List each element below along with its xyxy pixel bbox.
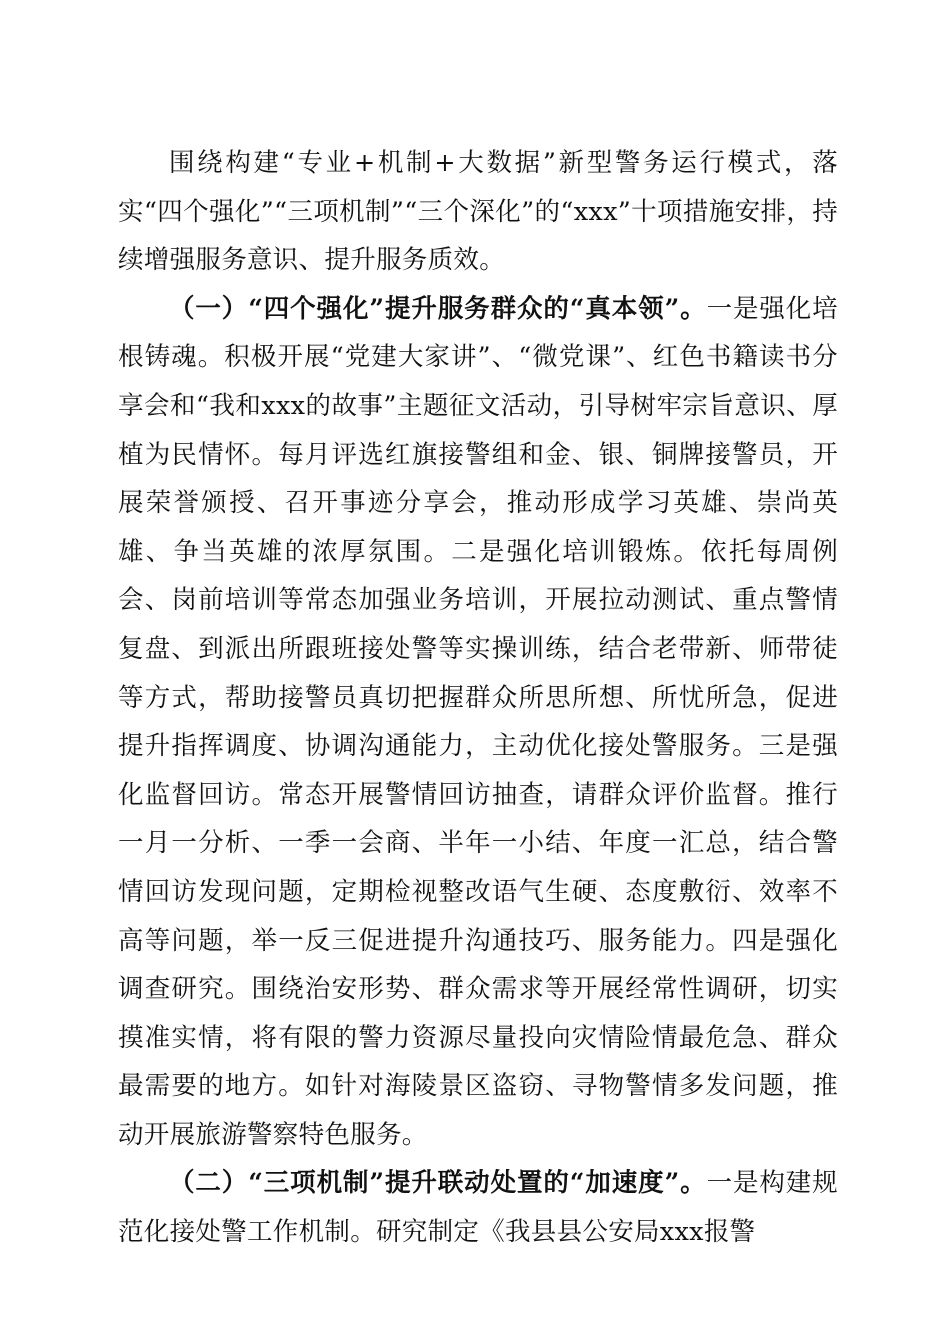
document-body: [118, 139, 838, 1257]
paragraph-section-2: [118, 1159, 838, 1256]
section-1-heading: （一）“四个强化”提升服务群众的“真本领”。: [169, 293, 707, 324]
paragraph-section-1: [118, 285, 838, 1160]
section-1-text: 一是强化培根铸魂。积极开展“党建大家讲”、“微党课”、红色书籍读书分享会和“我和xxx的故事”主题征文活动，引导树牢宗旨意识、厚植为民情怀。每月评选红旗接警组和金、银、铜牌接警员，开展荣誉颁授、召开事迹分享会，推动形成学习英雄、崇尚英雄、争当英雄的浓厚氛围。二是强化培训锻炼。依托每周例会、岗前培训等常态加强业务培训，开展拉动测试、重点警情复盘、到派出所跟班接处警等实操训练，结合老带新、师带徒等方式，帮助接警员真切把握群众所思所想、所忧所急，促进提升指挥调度、协调沟通能力，主动优化接处警服务。三是强化监督回访。常态开展警情回访抽查，请群众评价监督。推行一月一分析、一季一会商、半年一小结、年度一汇总，结合警情回访发现问题，定期检视整改语气生硬、态度敷衍、效率不高等问题，举一反三促进提升沟通技巧、服务能力。四是强化调查研究。围绕治安形势、群众需求等开展经常性调研，切实摸准实情，将有限的警力资源尽量投向灾情险情最危急、群众最需要的地方。如针对海陵景区盗窃、寻物警情多发问题，推动开展旅游警察特色服务。: [118, 293, 838, 1150]
section-2-text: 一是构建规范化接处警工作机制。研究制定《我县县公安局xxx报警: [118, 1168, 838, 1248]
section-2-heading: （二）“三项机制”提升联动处置的“加速度”。: [169, 1168, 707, 1199]
paragraph-intro-text: 围绕构建“专业+机制+大数据”新型警务运行模式，落实“四个强化”“三项机制”“三个深化”的“xxx”十项措施安排，持续增强服务意识、提升服务质效。: [118, 148, 838, 276]
paragraph-intro: [118, 139, 838, 285]
